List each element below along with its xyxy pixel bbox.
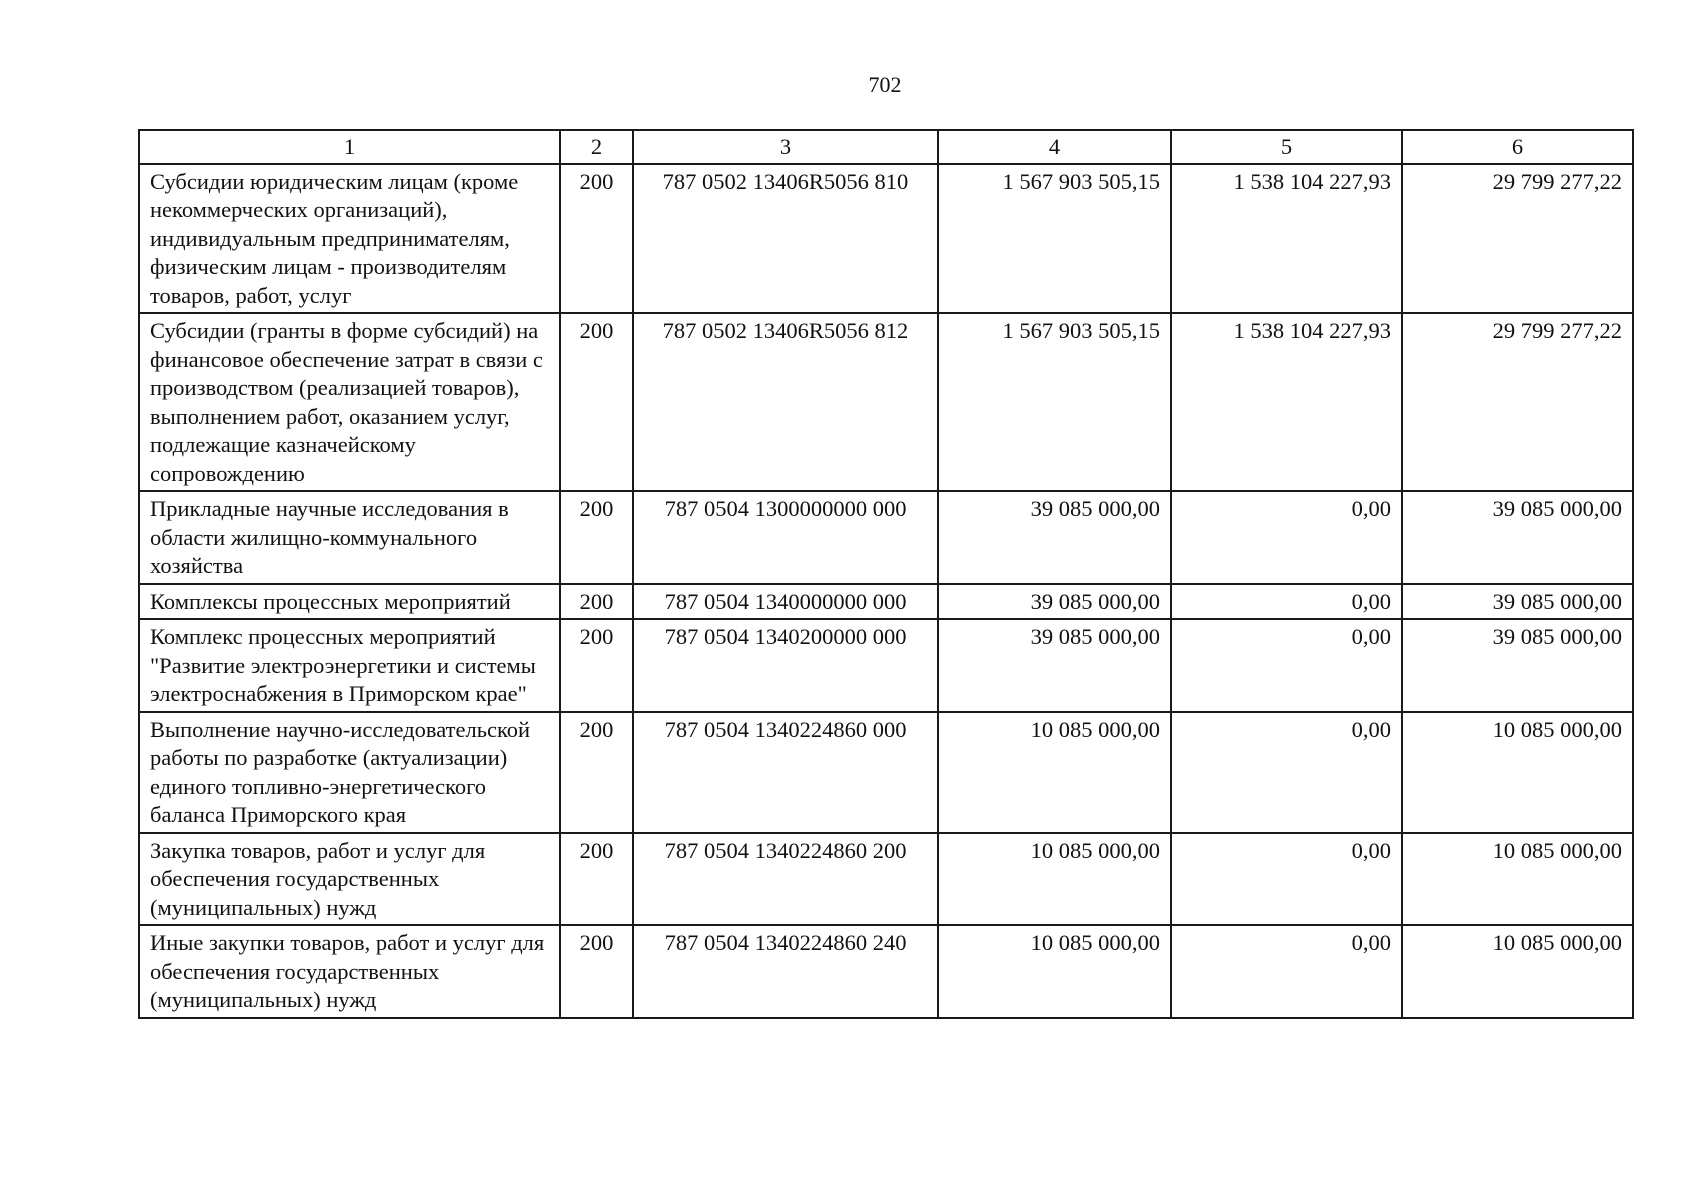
row-code-cell: 200 — [560, 712, 633, 833]
row-col6-cell: 10 085 000,00 — [1402, 925, 1633, 1018]
column-header-4: 4 — [938, 130, 1171, 164]
row-col5-cell: 1 538 104 227,93 — [1171, 164, 1402, 314]
row-col4-cell: 10 085 000,00 — [938, 833, 1171, 926]
row-code-cell: 200 — [560, 619, 633, 712]
row-name-cell: Иные закупки товаров, работ и услуг для обеспечения государственных (муниципальных) нужд — [139, 925, 560, 1018]
row-col4-cell: 1 567 903 505,15 — [938, 313, 1171, 491]
row-col5-cell: 0,00 — [1171, 619, 1402, 712]
row-col4-cell: 39 085 000,00 — [938, 584, 1171, 620]
table-row — [139, 313, 1633, 491]
row-code-cell: 200 — [560, 584, 633, 620]
row-code-cell: 200 — [560, 164, 633, 314]
row-col5-cell: 0,00 — [1171, 491, 1402, 584]
row-code-cell: 200 — [560, 491, 633, 584]
row-col4-cell: 1 567 903 505,15 — [938, 164, 1171, 314]
row-col6-cell: 10 085 000,00 — [1402, 712, 1633, 833]
row-name-cell: Субсидии юридическим лицам (кроме некоммерческих организаций), индивидуальным предпринимателям, физическим лицам - производителям товаров, работ, услуг — [139, 164, 560, 314]
row-col4-cell: 10 085 000,00 — [938, 712, 1171, 833]
row-col5-cell: 0,00 — [1171, 925, 1402, 1018]
row-classification-cell: 787 0504 1300000000 000 — [633, 491, 938, 584]
table-row — [139, 491, 1633, 584]
column-header-3: 3 — [633, 130, 938, 164]
column-header-2: 2 — [560, 130, 633, 164]
table-row — [139, 925, 1633, 1018]
row-name-cell: Субсидии (гранты в форме субсидий) на финансовое обеспечение затрат в связи с производством (реализацией товаров), выполнением работ, оказанием услуг, подлежащие казначейскому сопровождению — [139, 313, 560, 491]
row-col6-cell: 10 085 000,00 — [1402, 833, 1633, 926]
row-classification-cell: 787 0504 1340224860 240 — [633, 925, 938, 1018]
row-name-cell: Комплексы процессных мероприятий — [139, 584, 560, 620]
row-col6-cell: 39 085 000,00 — [1402, 584, 1633, 620]
page-number: 702 — [868, 72, 902, 97]
budget-table — [138, 129, 1634, 1019]
row-col6-cell: 39 085 000,00 — [1402, 619, 1633, 712]
row-code-cell: 200 — [560, 313, 633, 491]
row-col5-cell: 0,00 — [1171, 712, 1402, 833]
row-classification-cell: 787 0504 1340000000 000 — [633, 584, 938, 620]
column-header-5: 5 — [1171, 130, 1402, 164]
row-col4-cell: 10 085 000,00 — [938, 925, 1171, 1018]
column-header-6: 6 — [1402, 130, 1633, 164]
row-col5-cell: 1 538 104 227,93 — [1171, 313, 1402, 491]
row-col4-cell: 39 085 000,00 — [938, 491, 1171, 584]
row-name-cell: Прикладные научные исследования в области жилищно-коммунального хозяйства — [139, 491, 560, 584]
row-code-cell: 200 — [560, 925, 633, 1018]
table-row — [139, 833, 1633, 926]
table-header-row — [139, 130, 1633, 164]
row-col6-cell: 39 085 000,00 — [1402, 491, 1633, 584]
row-code-cell: 200 — [560, 833, 633, 926]
row-col5-cell: 0,00 — [1171, 833, 1402, 926]
row-col4-cell: 39 085 000,00 — [938, 619, 1171, 712]
column-header-1: 1 — [139, 130, 560, 164]
table-row — [139, 584, 1633, 620]
row-classification-cell: 787 0504 1340200000 000 — [633, 619, 938, 712]
row-col6-cell: 29 799 277,22 — [1402, 313, 1633, 491]
row-name-cell: Выполнение научно-исследовательской работы по разработке (актуализации) единого топливно-энергетического баланса Приморского края — [139, 712, 560, 833]
row-classification-cell: 787 0504 1340224860 000 — [633, 712, 938, 833]
row-col6-cell: 29 799 277,22 — [1402, 164, 1633, 314]
row-name-cell: Комплекс процессных мероприятий "Развитие электроэнергетики и системы электроснабжения в Приморском крае" — [139, 619, 560, 712]
table-row — [139, 164, 1633, 314]
row-classification-cell: 787 0502 13406R5056 810 — [633, 164, 938, 314]
row-col5-cell: 0,00 — [1171, 584, 1402, 620]
table-row — [139, 712, 1633, 833]
row-classification-cell: 787 0504 1340224860 200 — [633, 833, 938, 926]
table-row — [139, 619, 1633, 712]
row-name-cell: Закупка товаров, работ и услуг для обеспечения государственных (муниципальных) нужд — [139, 833, 560, 926]
row-classification-cell: 787 0502 13406R5056 812 — [633, 313, 938, 491]
